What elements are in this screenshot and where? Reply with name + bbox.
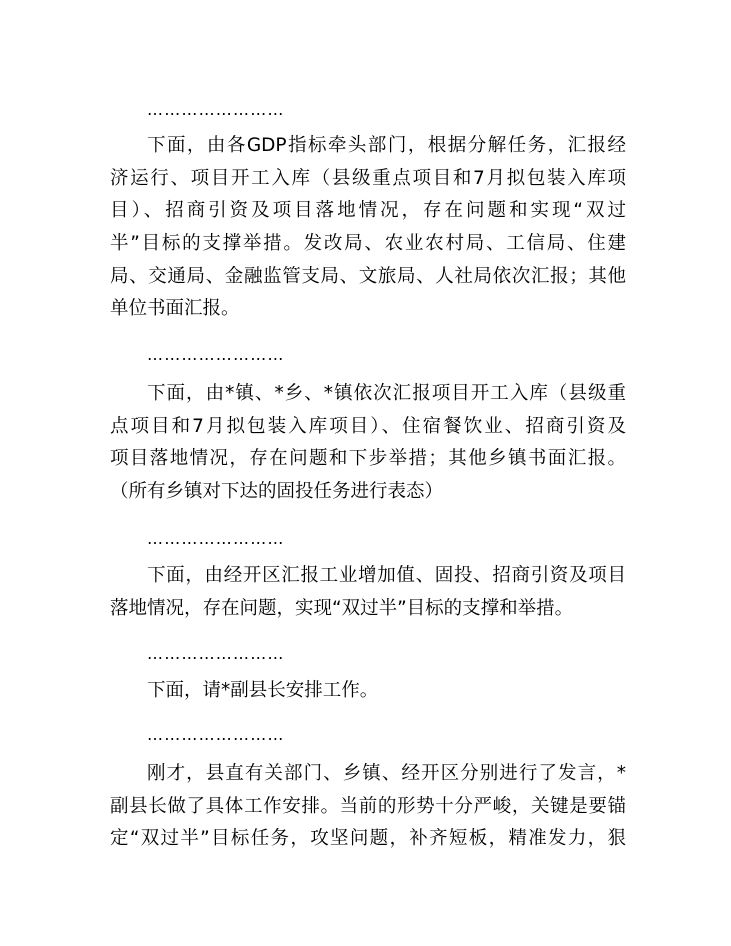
paragraph-line: 下面，由各GDP指标牵头部门，根据分解任务，汇报经: [147, 135, 626, 156]
paragraph-gdp-departments: [110, 130, 626, 326]
ellipsis-separator: ……………………: [147, 644, 285, 663]
paragraph-line: 单位书面汇报。: [110, 298, 240, 320]
paragraph-summary: [110, 758, 626, 856]
paragraph-development-zone: [110, 560, 626, 625]
paragraph-line: 下面，请*副县长安排工作。: [147, 680, 379, 701]
ellipsis-separator: ……………………: [147, 725, 285, 744]
paragraph-line: 定“双过半”目标任务，攻坚问题，补齐短板，精准发力，狠: [110, 828, 626, 850]
paragraph-line: 目）、招商引资及项目落地情况，存在问题和实现“双过: [110, 200, 626, 222]
paragraph-line: 刚才，县直有关部门、乡镇、经开区分别进行了发言，*: [147, 763, 626, 784]
paragraph-line: 济运行、项目开工入库（县级重点项目和7月拟包装入库项: [110, 167, 626, 189]
paragraph-line: 落地情况，存在问题，实现“双过半”目标的支撑和举措。: [110, 597, 574, 619]
paragraph-line: 项目落地情况，存在问题和下步举措；其他乡镇书面汇报。: [110, 448, 626, 470]
paragraph-line: 半”目标的支撑举措。发改局、农业农村局、工信局、住建: [110, 233, 626, 255]
paragraph-towns: [110, 378, 626, 509]
ellipsis-separator: ……………………: [147, 345, 285, 364]
paragraph-line: 下面，由*镇、*乡、*镇依次汇报项目开工入库（县级重: [147, 383, 626, 404]
ellipsis-separator: ……………………: [147, 100, 285, 119]
paragraph-line: 副县长做了具体工作安排。当前的形势十分严峻，关键是要锚: [110, 795, 626, 817]
paragraph-line: 局、交通局、金融监管支局、文旅局、人社局依次汇报；其他: [110, 265, 626, 287]
ellipsis-separator: ……………………: [147, 529, 285, 548]
paragraph-line: 点项目和7月拟包装入库项目）、住宿餐饮业、招商引资及: [110, 415, 626, 437]
paragraph-line: 下面，由经开区汇报工业增加值、固投、招商引资及项目: [147, 565, 626, 586]
paragraph-deputy-county-head: [110, 675, 626, 708]
paragraph-line: （所有乡镇对下达的固投任务进行表态）: [110, 481, 444, 503]
